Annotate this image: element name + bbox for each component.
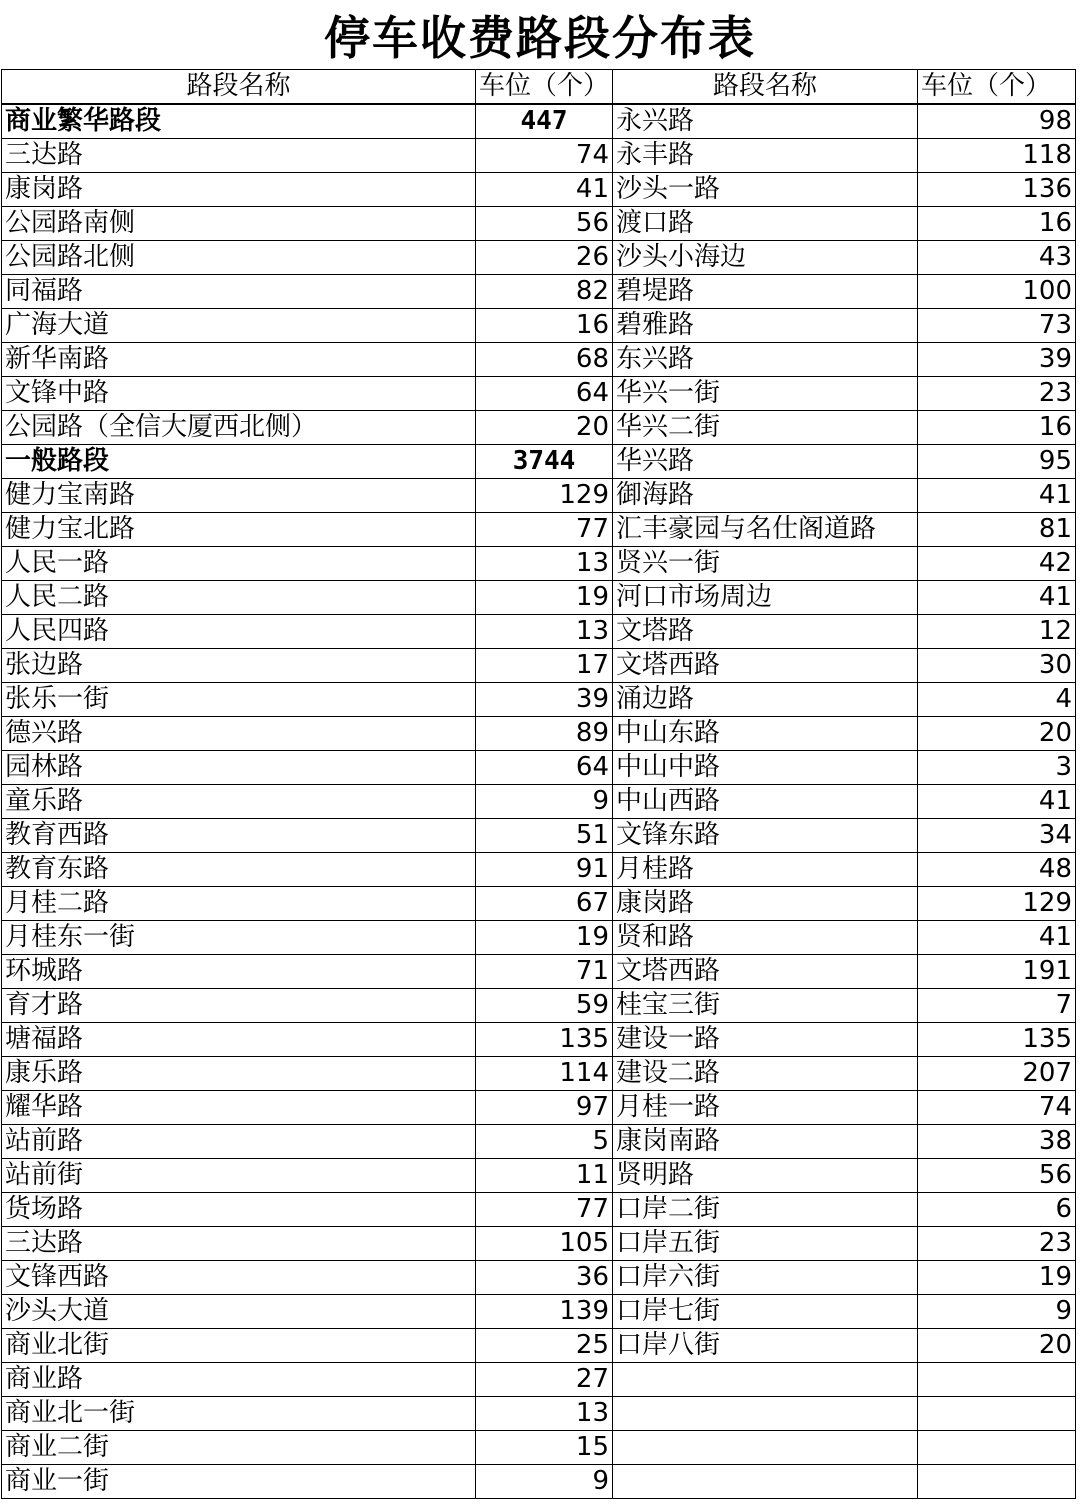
table-row [2, 819, 1076, 853]
space-count-cell: 77 [476, 1193, 613, 1227]
table-row [2, 1159, 1076, 1193]
space-count-cell [918, 1363, 1076, 1397]
road-name-cell: 康乐路 [2, 1057, 476, 1091]
space-count-cell [918, 1465, 1076, 1499]
table-row [2, 1397, 1076, 1431]
space-count-cell: 59 [476, 989, 613, 1023]
space-count-cell: 9 [476, 785, 613, 819]
road-name-cell: 月桂东一街 [2, 921, 476, 955]
road-name-cell: 河口市场周边 [613, 581, 918, 615]
road-name-cell: 环城路 [2, 955, 476, 989]
header-count-right: 车位（个） [918, 70, 1076, 105]
space-count-cell: 23 [918, 377, 1076, 411]
space-count-cell: 36 [476, 1261, 613, 1295]
road-name-cell: 货场路 [2, 1193, 476, 1227]
road-name-cell: 健力宝南路 [2, 479, 476, 513]
space-count-cell: 41 [918, 479, 1076, 513]
table-row [2, 173, 1076, 207]
road-name-cell: 东兴路 [613, 343, 918, 377]
table-row [2, 751, 1076, 785]
road-name-cell: 德兴路 [2, 717, 476, 751]
space-count-cell: 13 [476, 615, 613, 649]
road-name-cell: 站前路 [2, 1125, 476, 1159]
table-row [2, 241, 1076, 275]
road-name-cell: 康岗路 [613, 887, 918, 921]
table-row [2, 445, 1076, 479]
space-count-cell: 74 [918, 1091, 1076, 1125]
space-count-cell: 13 [476, 547, 613, 581]
road-name-cell: 碧雅路 [613, 309, 918, 343]
space-count-cell: 43 [918, 241, 1076, 275]
road-name-cell: 站前街 [2, 1159, 476, 1193]
road-name-cell: 建设二路 [613, 1057, 918, 1091]
space-count-cell: 20 [918, 717, 1076, 751]
space-count-cell: 9 [476, 1465, 613, 1499]
road-name-cell: 桂宝三街 [613, 989, 918, 1023]
road-name-cell: 汇丰豪园与名仕阁道路 [613, 513, 918, 547]
table-row [2, 853, 1076, 887]
road-name-cell: 月桂二路 [2, 887, 476, 921]
space-count-cell: 56 [476, 207, 613, 241]
space-count-cell: 64 [476, 377, 613, 411]
space-count-cell: 105 [476, 1227, 613, 1261]
road-name-cell: 人民二路 [2, 581, 476, 615]
page-title: 停车收费路段分布表 [324, 11, 756, 65]
road-name-cell: 口岸七街 [613, 1295, 918, 1329]
space-count-cell: 39 [918, 343, 1076, 377]
road-name-cell: 文塔西路 [613, 955, 918, 989]
space-count-cell: 27 [476, 1363, 613, 1397]
space-count-cell: 20 [918, 1329, 1076, 1363]
road-name-cell: 涌边路 [613, 683, 918, 717]
road-name-cell: 人民一路 [2, 547, 476, 581]
table-row [2, 649, 1076, 683]
space-count-cell: 135 [918, 1023, 1076, 1057]
table-row [2, 139, 1076, 173]
road-name-cell: 沙头大道 [2, 1295, 476, 1329]
road-name-cell: 沙头小海边 [613, 241, 918, 275]
road-name-cell: 康岗路 [2, 173, 476, 207]
table-row [2, 615, 1076, 649]
road-name-cell: 公园路（全信大厦西北侧） [2, 411, 476, 445]
road-name-cell: 童乐路 [2, 785, 476, 819]
road-name-cell: 商业北一街 [2, 1397, 476, 1431]
road-name-cell [613, 1431, 918, 1465]
road-name-cell: 碧堤路 [613, 275, 918, 309]
space-count-cell: 135 [476, 1023, 613, 1057]
space-count-cell: 41 [918, 921, 1076, 955]
road-name-cell: 文锋西路 [2, 1261, 476, 1295]
space-count-cell: 89 [476, 717, 613, 751]
space-count-cell: 191 [918, 955, 1076, 989]
road-name-cell: 永丰路 [613, 139, 918, 173]
space-count-cell: 64 [476, 751, 613, 785]
road-name-cell: 同福路 [2, 275, 476, 309]
table-row [2, 921, 1076, 955]
table-row [2, 1261, 1076, 1295]
space-count-cell: 13 [476, 1397, 613, 1431]
road-name-cell: 园林路 [2, 751, 476, 785]
table-row [2, 1125, 1076, 1159]
road-name-cell: 月桂路 [613, 853, 918, 887]
road-name-cell: 人民四路 [2, 615, 476, 649]
road-name-cell: 月桂一路 [613, 1091, 918, 1125]
space-count-cell: 77 [476, 513, 613, 547]
road-name-cell: 健力宝北路 [2, 513, 476, 547]
space-count-cell: 4 [918, 683, 1076, 717]
road-name-cell: 康岗南路 [613, 1125, 918, 1159]
road-name-cell: 华兴一街 [613, 377, 918, 411]
section-name-cell: 一般路段 [2, 445, 476, 479]
space-count-cell: 12 [918, 615, 1076, 649]
road-name-cell: 永兴路 [613, 104, 918, 139]
space-count-cell: 6 [918, 1193, 1076, 1227]
road-name-cell: 张边路 [2, 649, 476, 683]
table-row [2, 887, 1076, 921]
header-row [2, 70, 1076, 105]
road-name-cell: 公园路南侧 [2, 207, 476, 241]
space-count-cell: 19 [476, 581, 613, 615]
road-name-cell: 沙头一路 [613, 173, 918, 207]
road-name-cell: 口岸五街 [613, 1227, 918, 1261]
space-count-cell: 17 [476, 649, 613, 683]
space-count-cell: 9 [918, 1295, 1076, 1329]
space-count-cell: 38 [918, 1125, 1076, 1159]
road-name-cell: 教育西路 [2, 819, 476, 853]
space-count-cell: 41 [918, 785, 1076, 819]
table-row [2, 989, 1076, 1023]
table-row [2, 479, 1076, 513]
road-name-cell: 文塔路 [613, 615, 918, 649]
space-count-cell: 118 [918, 139, 1076, 173]
road-name-cell: 教育东路 [2, 853, 476, 887]
space-count-cell: 39 [476, 683, 613, 717]
table-row [2, 1363, 1076, 1397]
road-name-cell: 文锋中路 [2, 377, 476, 411]
header-name-left: 路段名称 [2, 70, 476, 105]
space-count-cell: 56 [918, 1159, 1076, 1193]
space-count-cell: 68 [476, 343, 613, 377]
table-row [2, 1431, 1076, 1465]
table-row [2, 411, 1076, 445]
table-row [2, 1329, 1076, 1363]
section-total-cell: 447 [476, 104, 613, 139]
road-name-cell [613, 1465, 918, 1499]
road-name-cell: 渡口路 [613, 207, 918, 241]
space-count-cell: 41 [918, 581, 1076, 615]
road-name-cell: 张乐一街 [2, 683, 476, 717]
space-count-cell: 98 [918, 104, 1076, 139]
space-count-cell: 15 [476, 1431, 613, 1465]
road-name-cell: 中山东路 [613, 717, 918, 751]
table-row [2, 785, 1076, 819]
space-count-cell: 74 [476, 139, 613, 173]
space-count-cell: 19 [918, 1261, 1076, 1295]
table-row [2, 581, 1076, 615]
table-row [2, 717, 1076, 751]
space-count-cell [918, 1431, 1076, 1465]
space-count-cell: 23 [918, 1227, 1076, 1261]
space-count-cell: 16 [918, 207, 1076, 241]
space-count-cell: 5 [476, 1125, 613, 1159]
table-row [2, 1295, 1076, 1329]
space-count-cell: 129 [918, 887, 1076, 921]
road-name-cell: 华兴二街 [613, 411, 918, 445]
road-name-cell [613, 1363, 918, 1397]
road-name-cell: 新华南路 [2, 343, 476, 377]
space-count-cell: 114 [476, 1057, 613, 1091]
space-count-cell: 91 [476, 853, 613, 887]
table-row [2, 1193, 1076, 1227]
road-name-cell: 文塔西路 [613, 649, 918, 683]
road-name-cell: 口岸二街 [613, 1193, 918, 1227]
road-name-cell: 口岸六街 [613, 1261, 918, 1295]
road-name-cell: 商业路 [2, 1363, 476, 1397]
road-name-cell: 中山中路 [613, 751, 918, 785]
space-count-cell: 97 [476, 1091, 613, 1125]
space-count-cell: 71 [476, 955, 613, 989]
space-count-cell: 26 [476, 241, 613, 275]
space-count-cell: 34 [918, 819, 1076, 853]
table-row [2, 1465, 1076, 1499]
road-name-cell [613, 1397, 918, 1431]
road-name-cell: 文锋东路 [613, 819, 918, 853]
space-count-cell: 19 [476, 921, 613, 955]
space-count-cell: 42 [918, 547, 1076, 581]
space-count-cell: 207 [918, 1057, 1076, 1091]
table-row [2, 513, 1076, 547]
road-name-cell: 口岸八街 [613, 1329, 918, 1363]
space-count-cell: 20 [476, 411, 613, 445]
road-name-cell: 商业二街 [2, 1431, 476, 1465]
road-name-cell: 广海大道 [2, 309, 476, 343]
space-count-cell: 136 [918, 173, 1076, 207]
space-count-cell [918, 1397, 1076, 1431]
space-count-cell: 73 [918, 309, 1076, 343]
space-count-cell: 95 [918, 445, 1076, 479]
space-count-cell: 25 [476, 1329, 613, 1363]
space-count-cell: 81 [918, 513, 1076, 547]
road-name-cell: 耀华路 [2, 1091, 476, 1125]
road-name-cell: 育才路 [2, 989, 476, 1023]
road-name-cell: 商业一街 [2, 1465, 476, 1499]
section-name-cell: 商业繁华路段 [2, 104, 476, 139]
table-row [2, 683, 1076, 717]
space-count-cell: 51 [476, 819, 613, 853]
space-count-cell: 82 [476, 275, 613, 309]
space-count-cell: 30 [918, 649, 1076, 683]
table-row [2, 104, 1076, 139]
table-row [2, 1091, 1076, 1125]
space-count-cell: 100 [918, 275, 1076, 309]
table-row [2, 377, 1076, 411]
space-count-cell: 3 [918, 751, 1076, 785]
table-row [2, 1023, 1076, 1057]
space-count-cell: 41 [476, 173, 613, 207]
table-row [2, 207, 1076, 241]
road-name-cell: 贤明路 [613, 1159, 918, 1193]
road-name-cell: 三达路 [2, 139, 476, 173]
space-count-cell: 16 [918, 411, 1076, 445]
table-row [2, 275, 1076, 309]
space-count-cell: 48 [918, 853, 1076, 887]
space-count-cell: 129 [476, 479, 613, 513]
table-row [2, 343, 1076, 377]
road-name-cell: 公园路北侧 [2, 241, 476, 275]
road-name-cell: 御海路 [613, 479, 918, 513]
space-count-cell: 139 [476, 1295, 613, 1329]
section-total-cell: 3744 [476, 445, 613, 479]
space-count-cell: 7 [918, 989, 1076, 1023]
road-name-cell: 三达路 [2, 1227, 476, 1261]
road-name-cell: 贤兴一街 [613, 547, 918, 581]
road-name-cell: 建设一路 [613, 1023, 918, 1057]
table-row [2, 955, 1076, 989]
road-name-cell: 贤和路 [613, 921, 918, 955]
table-row [2, 1227, 1076, 1261]
space-count-cell: 11 [476, 1159, 613, 1193]
road-name-cell: 中山西路 [613, 785, 918, 819]
table-row [2, 309, 1076, 343]
header-count-left: 车位（个） [476, 70, 613, 105]
table-row [2, 1057, 1076, 1091]
table-row [2, 547, 1076, 581]
space-count-cell: 67 [476, 887, 613, 921]
road-name-cell: 塘福路 [2, 1023, 476, 1057]
road-name-cell: 商业北街 [2, 1329, 476, 1363]
space-count-cell: 16 [476, 309, 613, 343]
header-name-right: 路段名称 [613, 70, 918, 105]
parking-table [1, 69, 1076, 1499]
road-name-cell: 华兴路 [613, 445, 918, 479]
